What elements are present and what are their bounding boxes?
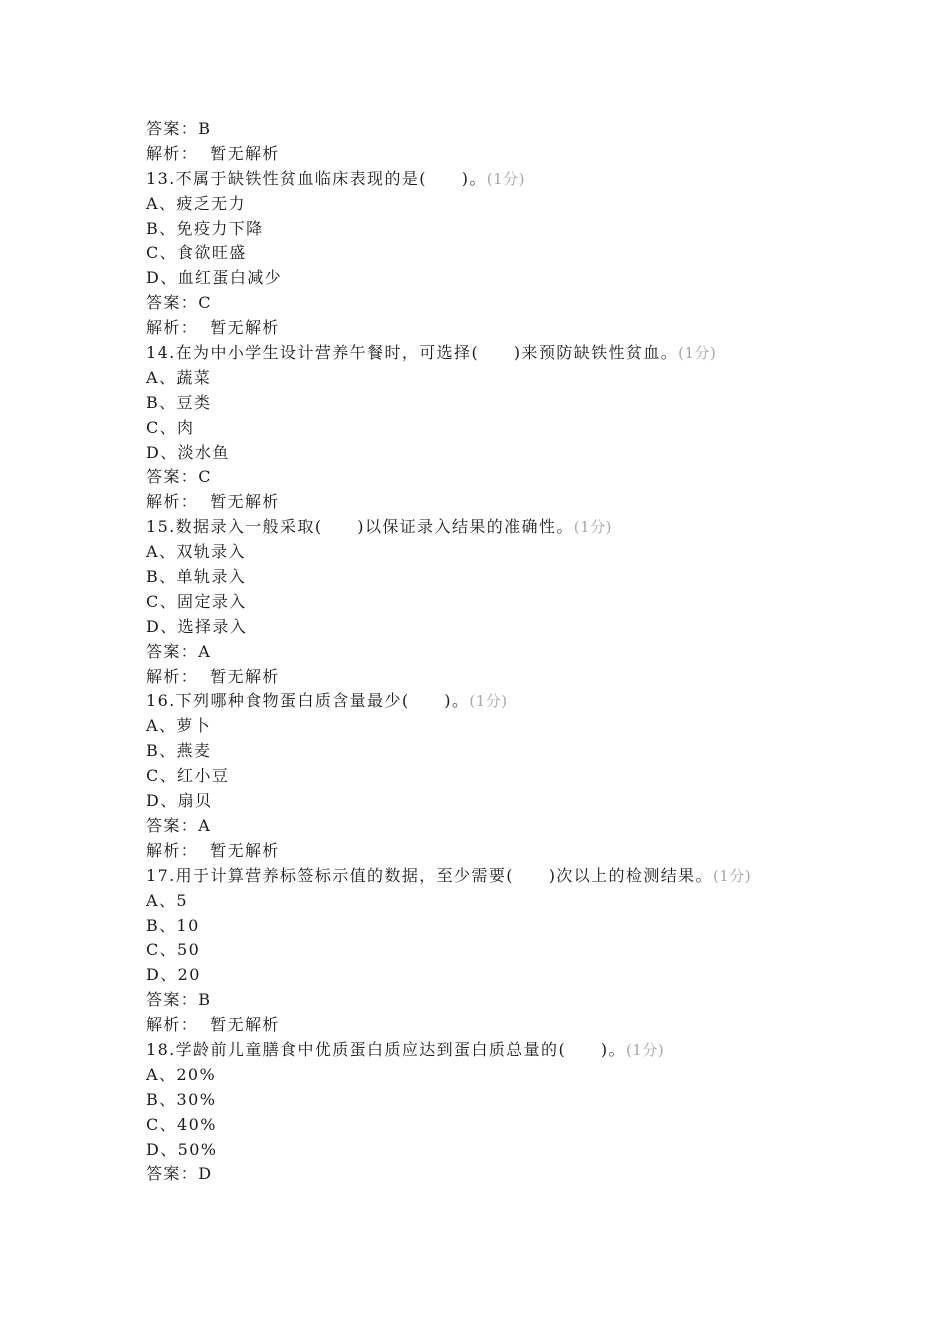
answer-label: 答案： (146, 293, 199, 313)
option-b: B、豆类 (146, 392, 212, 412)
option-d: D、淡水鱼 (146, 442, 230, 462)
question-score: (1分) (712, 866, 752, 885)
question-text: 学龄前儿童膳食中优质蛋白质应达到蛋白质总量的( )。 (175, 1039, 626, 1059)
answer-value: B (198, 119, 212, 138)
explanation-value: 暂无解析 (210, 492, 280, 512)
answer-line (146, 465, 796, 490)
option-b: B、免疫力下降 (146, 218, 264, 238)
question-text: 数据录入一般采取( )以保证录入结果的准确性。 (175, 517, 574, 537)
explanation-label: 解析： (146, 1015, 199, 1035)
answer-value: B (198, 990, 212, 1010)
explanation-line (146, 490, 796, 515)
explanation-line (146, 316, 796, 341)
explanation-label: 解析： (146, 666, 199, 686)
explanation-label: 解析： (146, 318, 199, 338)
answer-line (146, 814, 796, 839)
option-c: C、食欲旺盛 (146, 243, 247, 263)
question-score: (1分) (469, 692, 508, 711)
question-text: 不属于缺铁性贫血临床表现的是( )。 (175, 168, 487, 188)
option-a: A、5 (146, 890, 188, 910)
option-c: C、50 (146, 940, 201, 960)
explanation-value: 暂无解析 (210, 666, 280, 686)
question-number: 13. (146, 168, 176, 188)
answer-label: 答案： (146, 1164, 199, 1184)
option-a: A、双轨录入 (146, 542, 246, 562)
explanation-line (146, 665, 796, 690)
question-score: (1分) (678, 344, 717, 363)
question-16 (146, 689, 796, 714)
explanation-label: 解析： (146, 143, 199, 163)
answer-label: 答案： (146, 815, 199, 835)
option-d: D、血红蛋白减少 (146, 268, 283, 288)
option-a: A、蔬菜 (146, 367, 212, 387)
option-a: A、20% (146, 1064, 217, 1084)
option-d: D、选择录入 (146, 616, 248, 636)
answer-value: A (198, 815, 212, 835)
answer-label: 答案： (146, 119, 199, 138)
option-c: C、红小豆 (146, 766, 230, 786)
question-score: (1分) (486, 169, 525, 188)
question-number: 16. (146, 691, 176, 711)
option-c: C、肉 (146, 417, 195, 437)
question-18 (146, 1038, 796, 1063)
answer-label: 答案： (146, 641, 199, 661)
option-d: D、扇贝 (146, 791, 213, 811)
explanation-value: 暂无解析 (210, 840, 280, 860)
option-b: B、单轨录入 (146, 567, 247, 587)
answer-line (146, 117, 796, 142)
question-number: 17. (146, 865, 176, 885)
answer-line (146, 1162, 796, 1187)
option-a: A、萝卜 (146, 716, 212, 736)
exam-page (146, 117, 796, 1187)
option-d: D、50% (146, 1139, 218, 1159)
option-a: A、疲乏无力 (146, 193, 246, 213)
question-number: 14. (146, 343, 176, 363)
question-number: 15. (146, 517, 176, 537)
answer-label: 答案： (146, 467, 199, 487)
explanation-line (146, 142, 796, 167)
question-13 (146, 167, 796, 192)
question-number: 18. (146, 1039, 176, 1059)
question-text: 下列哪种食物蛋白质含量最少( )。 (175, 691, 470, 711)
option-b: B、10 (146, 915, 200, 935)
answer-line (146, 291, 796, 316)
explanation-value: 暂无解析 (210, 1015, 280, 1035)
explanation-line (146, 839, 796, 864)
answer-label: 答案： (146, 990, 199, 1010)
option-b: B、燕麦 (146, 741, 212, 761)
answer-line (146, 640, 796, 665)
question-17 (146, 864, 786, 889)
option-c: C、固定录入 (146, 591, 247, 611)
explanation-label: 解析： (146, 840, 199, 860)
answer-value: C (198, 293, 212, 313)
explanation-value: 暂无解析 (210, 318, 280, 338)
question-15 (146, 515, 796, 540)
answer-value: D (198, 1164, 213, 1184)
answer-line (146, 988, 796, 1013)
question-score: (1分) (573, 518, 612, 537)
question-score: (1分) (625, 1040, 665, 1059)
explanation-line (146, 1013, 796, 1038)
option-b: B、30% (146, 1089, 217, 1109)
answer-value: C (198, 467, 212, 487)
question-text: 用于计算营养标签标示值的数据，至少需要( )次以上的检测结果。 (175, 865, 713, 885)
option-c: C、40% (146, 1114, 217, 1134)
explanation-label: 解析： (146, 492, 199, 512)
question-text: 在为中小学生设计营养午餐时，可选择( )来预防缺铁性贫血。 (175, 343, 679, 363)
option-d: D、20 (146, 965, 201, 985)
question-14 (146, 341, 796, 366)
explanation-value: 暂无解析 (210, 143, 280, 163)
answer-value: A (198, 641, 212, 661)
